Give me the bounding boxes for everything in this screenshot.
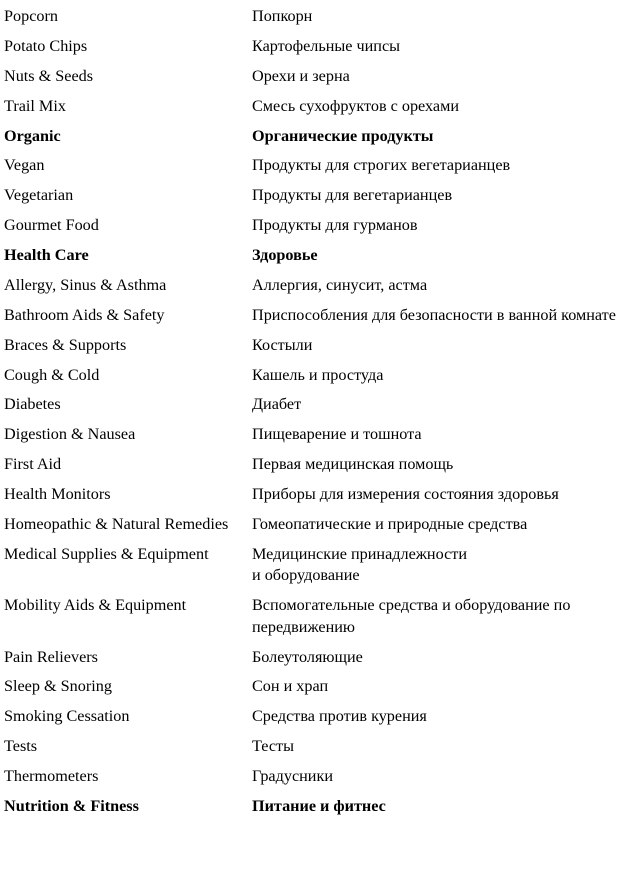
glossary-row [0,762,627,792]
term-en: Diabetes [4,395,61,414]
term-ru: Орехи и зерна [252,66,350,85]
glossary-row [0,330,627,360]
glossary-row [0,211,627,241]
glossary-row [0,450,627,480]
term-ru: Костыли [252,335,313,354]
term-ru: Аллергия, синусит, астма [252,275,428,294]
term-ru: Градусники [252,767,333,785]
term-ru: Гомеопатические и природные средства [252,514,528,533]
term-en: Potato Chips [4,36,88,55]
glossary-row [0,591,627,642]
term-en: Popcorn [4,7,58,25]
section-heading-en: Organic [4,126,61,145]
section-heading-row [0,792,627,822]
term-ru: Продукты для гурманов [252,216,418,235]
section-heading-ru: Питание и фитнес [252,796,386,815]
term-en: First Aid [4,455,62,474]
term-en: Bathroom Aids & Safety [4,305,165,324]
term-en: Gourmet Food [4,216,99,235]
term-en: Nuts & Seeds [4,66,94,85]
term-ru: Приспособления для безопасности в ванной комнате [252,305,616,324]
term-ru: Сон и храп [252,677,329,696]
term-ru: Тесты [252,737,294,756]
term-ru: Попкорн [252,7,313,25]
glossary-row [0,732,627,762]
term-ru: Продукты для вегетарианцев [252,186,453,205]
glossary-row [0,0,627,32]
term-en: Homeopathic & Natural Remedies [4,514,229,533]
term-en: Trail Mix [4,96,66,115]
glossary-row [0,271,627,301]
term-en: Vegetarian [4,186,74,205]
term-ru: Картофельные чипсы [252,36,401,55]
glossary-row [0,360,627,390]
glossary-row [0,420,627,450]
glossary-row [0,480,627,510]
term-en: Vegan [4,156,45,175]
glossary-row [0,510,627,540]
section-heading-row [0,121,627,151]
term-ru: Болеутоляющие [252,647,363,666]
section-heading-row [0,241,627,271]
term-ru: Смесь сухофруктов с орехами [252,96,459,115]
term-ru: Медицинские принадлежности и оборудование [252,544,468,585]
glossary-row [0,91,627,121]
term-en: Cough & Cold [4,365,100,384]
section-heading-ru: Здоровье [252,246,318,264]
term-ru: Пищеварение и тошнота [252,425,422,444]
term-en: Sleep & Snoring [4,677,112,696]
section-heading-ru: Органические продукты [252,126,434,145]
section-heading-en: Nutrition & Fitness [4,796,139,815]
term-ru: Вспомогательные средства и оборудование по передвижению [252,596,571,636]
glossary-row [0,672,627,702]
term-en: Smoking Cessation [4,707,130,726]
glossary-row [0,151,627,181]
term-en: Thermometers [4,767,99,785]
term-en: Allergy, Sinus & Asthma [4,275,167,294]
glossary-row [0,62,627,92]
glossary-row [0,32,627,62]
term-en: Braces & Supports [4,335,127,354]
term-en: Tests [4,737,38,756]
glossary-row [0,642,627,672]
term-en: Medical Supplies & Equipment [4,544,209,563]
glossary-row [0,181,627,211]
term-en: Pain Relievers [4,647,98,666]
glossary-row [0,702,627,732]
term-ru: Приборы для измерения состояния здоровья [252,485,559,503]
term-en: Digestion & Nausea [4,425,136,444]
term-ru: Первая медицинская помощь [252,455,454,474]
term-ru: Продукты для строгих вегетарианцев [252,156,511,175]
section-heading-en: Health Care [4,246,89,264]
term-ru: Диабет [252,395,302,414]
term-ru: Кашель и простуда [252,365,384,384]
term-en: Health Monitors [4,485,111,503]
term-ru: Средства против курения [252,707,427,726]
glossary-row [0,540,627,591]
glossary-row [0,390,627,420]
term-en: Mobility Aids & Equipment [4,596,187,615]
glossary-row [0,301,627,331]
